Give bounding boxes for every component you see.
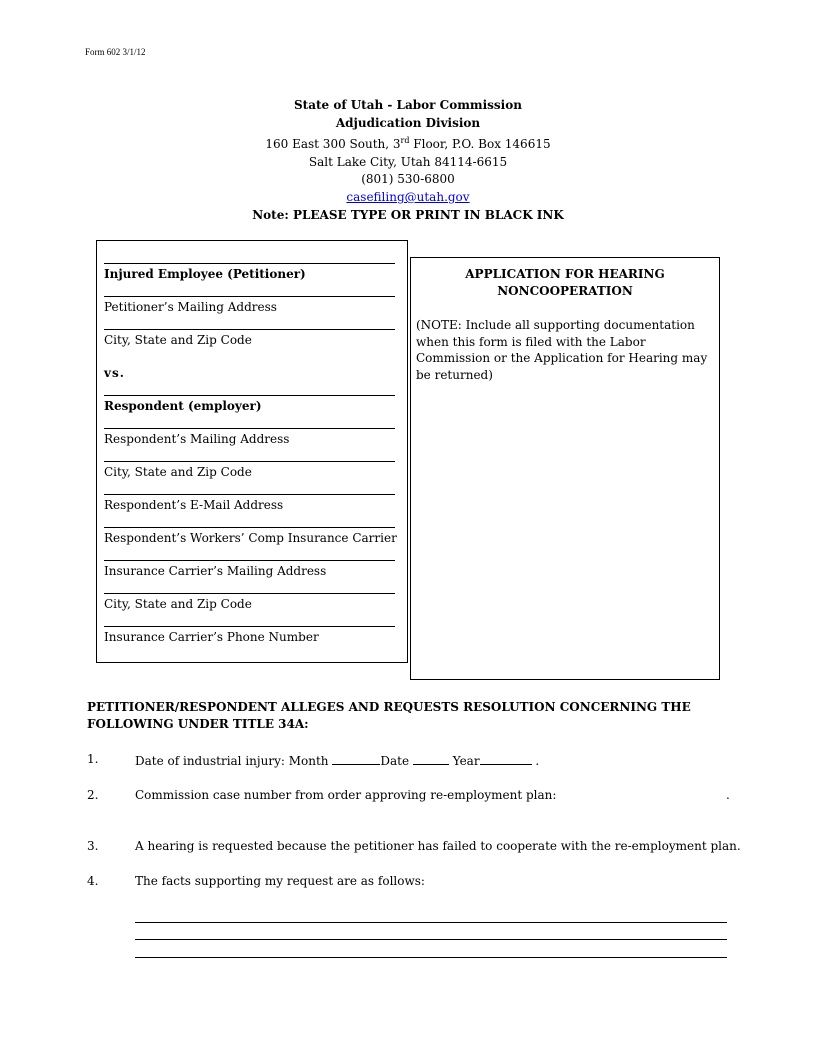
facts-line-2[interactable] bbox=[135, 939, 727, 940]
date-label: Date bbox=[380, 754, 410, 768]
case-number-period: . bbox=[726, 788, 730, 802]
form-id: Form 602 3/1/12 bbox=[85, 47, 146, 57]
carrier-city-label: City, State and Zip Code bbox=[104, 597, 252, 611]
application-title bbox=[420, 266, 710, 300]
injury-date-label: Date of industrial injury: Month bbox=[135, 754, 329, 768]
month-field[interactable] bbox=[332, 752, 380, 765]
application-note: (NOTE: Include all supporting documentation when this form is filed with the Labor Commission or the Application for Hearing may be returned) bbox=[416, 318, 708, 383]
respondent-city-line[interactable] bbox=[104, 461, 395, 462]
application-title-line2: NONCOOPERATION bbox=[497, 284, 633, 298]
carrier-phone-label: Insurance Carrier’s Phone Number bbox=[104, 630, 319, 644]
carrier-phone-line[interactable] bbox=[104, 626, 395, 627]
address-superscript: rd bbox=[400, 136, 410, 146]
application-title-line1: APPLICATION FOR HEARING bbox=[465, 267, 665, 281]
versus-label: vs. bbox=[104, 366, 125, 380]
respondent-email-label: Respondent’s E-Mail Address bbox=[104, 498, 284, 512]
item-4: The facts supporting my request are as follows: bbox=[135, 874, 425, 888]
facts-line-1[interactable] bbox=[135, 922, 727, 923]
petitioner-label: Injured Employee (Petitioner) bbox=[104, 267, 306, 281]
agency-phone: (801) 530-6800 bbox=[361, 172, 455, 187]
year-label: Year bbox=[452, 754, 480, 768]
carrier-label: Respondent’s Workers’ Comp Insurance Carrier bbox=[104, 531, 397, 545]
petitioner-name-line[interactable] bbox=[104, 263, 395, 264]
respondent-address-line[interactable] bbox=[104, 428, 395, 429]
case-number-label: Commission case number from order approving re-employment plan: bbox=[135, 788, 557, 802]
agency-city: Salt Lake City, Utah 84114-6615 bbox=[308, 154, 508, 169]
respondent-name-line[interactable] bbox=[104, 395, 395, 396]
item-number-4: 4. bbox=[87, 874, 99, 888]
item-number-2: 2. bbox=[87, 788, 99, 802]
address-part: 160 East 300 South, 3 bbox=[265, 137, 401, 152]
item-1-period: . bbox=[535, 754, 540, 768]
respondent-address-label: Respondent’s Mailing Address bbox=[104, 432, 290, 446]
respondent-email-line[interactable] bbox=[104, 494, 395, 495]
carrier-city-line[interactable] bbox=[104, 593, 395, 594]
petitioner-city-line[interactable] bbox=[104, 329, 395, 330]
email-link[interactable]: casefiling@utah.gov bbox=[346, 189, 470, 204]
day-field[interactable] bbox=[413, 752, 449, 765]
ink-note: Note: PLEASE TYPE OR PRINT IN BLACK INK bbox=[252, 207, 564, 222]
respondent-label: Respondent (employer) bbox=[104, 399, 262, 413]
carrier-address-line[interactable] bbox=[104, 560, 395, 561]
agency-name: State of Utah - Labor Commission bbox=[294, 98, 522, 112]
address-part: Floor, P.O. Box 146615 bbox=[409, 137, 551, 152]
petitioner-address-line[interactable] bbox=[104, 296, 395, 297]
division-name: Adjudication Division bbox=[335, 115, 481, 130]
header bbox=[0, 97, 816, 224]
carrier-address-label: Insurance Carrier’s Mailing Address bbox=[104, 564, 327, 578]
year-field[interactable] bbox=[480, 752, 532, 765]
item-number-1: 1. bbox=[87, 752, 99, 766]
section-heading: PETITIONER/RESPONDENT ALLEGES AND REQUESTS RESOLUTION CONCERNING THE FOLLOWING UNDER TITLE 34A: bbox=[87, 700, 691, 731]
item-number-3: 3. bbox=[87, 839, 99, 853]
item-3: A hearing is requested because the petitioner has failed to cooperate with the re-employment plan. bbox=[135, 839, 741, 853]
petitioner-city-label: City, State and Zip Code bbox=[104, 333, 252, 347]
respondent-city-label: City, State and Zip Code bbox=[104, 465, 252, 479]
petitioner-address-label: Petitioner’s Mailing Address bbox=[104, 300, 277, 314]
carrier-line[interactable] bbox=[104, 527, 395, 528]
facts-line-3[interactable] bbox=[135, 957, 727, 958]
item-1 bbox=[135, 752, 539, 768]
agency-address bbox=[0, 132, 816, 154]
